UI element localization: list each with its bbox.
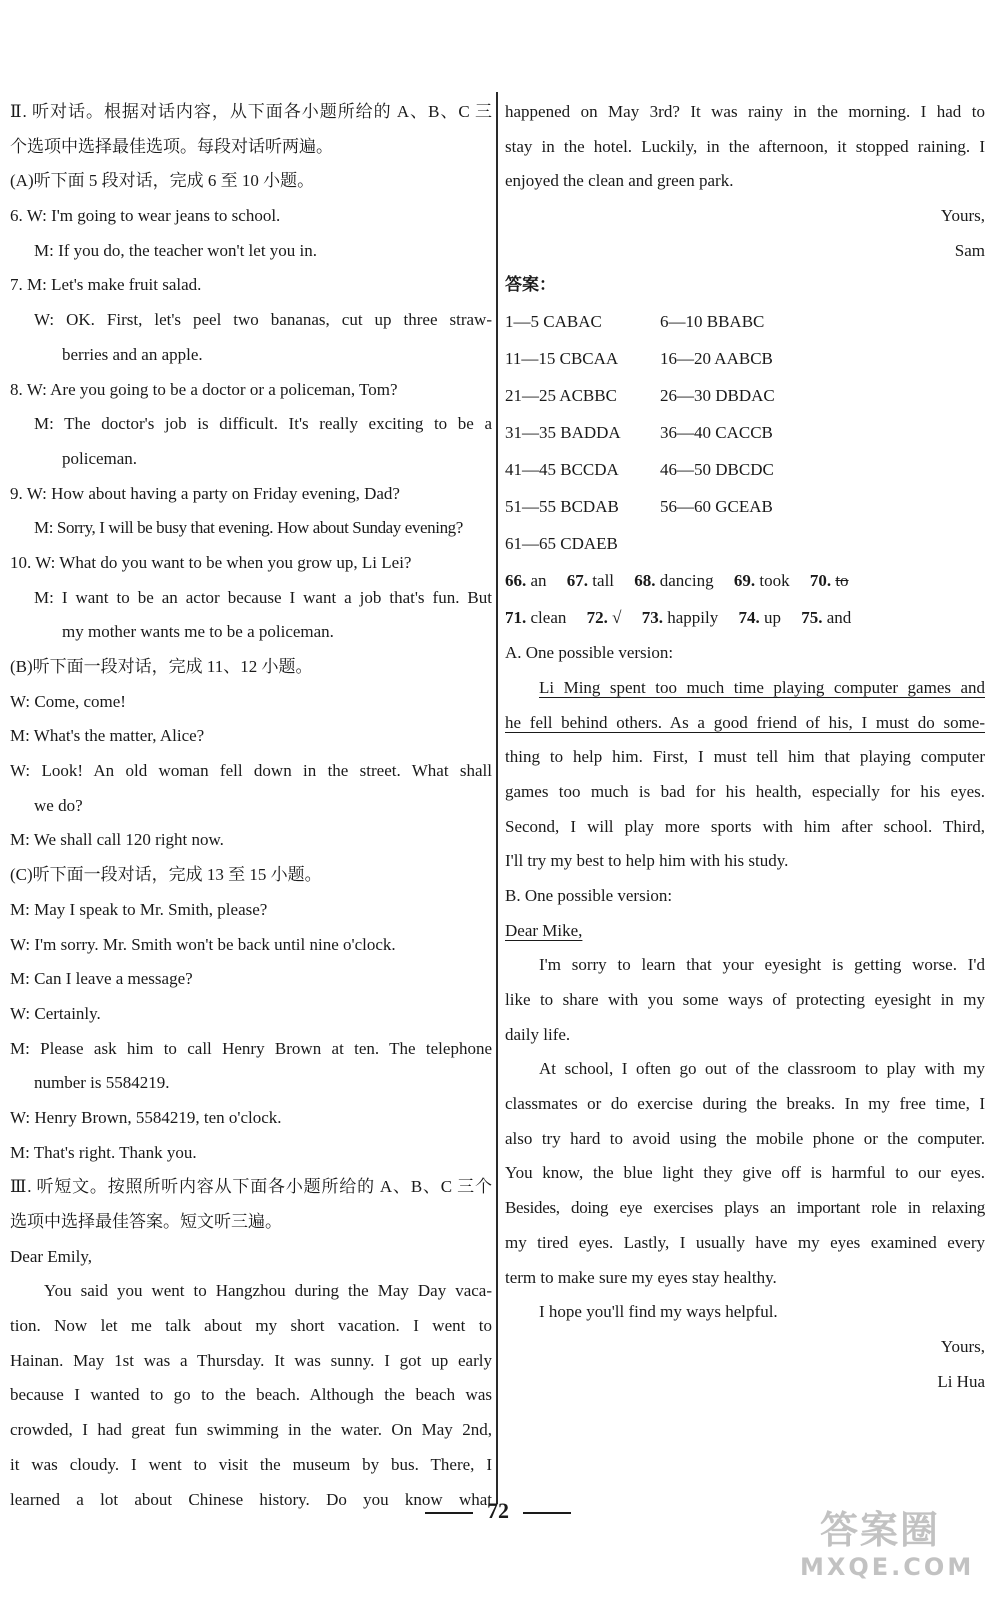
essay-line: Besides, doing eye exercises plays an important role in relaxing bbox=[505, 1198, 985, 1218]
left-column bbox=[10, 95, 492, 1517]
answer-cell: 16—20 AABCB bbox=[660, 349, 773, 369]
dialogue-line: 9. W: How about having a party on Friday evening, Dad? bbox=[10, 483, 400, 503]
dialogue-line: W: Look! An old woman fell down in the street. What shall bbox=[10, 761, 492, 781]
answer-cell: 21—25 ACBBC bbox=[505, 386, 617, 406]
essay-line: thing to help him. First, I must tell him that playing computer bbox=[505, 747, 985, 767]
letter-line: it was cloudy. I went to visit the museum by bus. There, I bbox=[10, 1454, 492, 1474]
answer-row bbox=[505, 525, 985, 562]
essay-line: At school, I often go out of the classroom to play with my bbox=[539, 1059, 985, 1079]
essay-line: also try hard to avoid using the mobile phone or the computer. bbox=[505, 1128, 985, 1148]
answers-label: 答案： bbox=[505, 275, 556, 295]
letter-line: stay in the hotel. Luckily, in the afternoon, it stopped raining. I bbox=[505, 136, 985, 156]
letter-line: tion. Now let me talk about my short vacation. I went to bbox=[10, 1316, 492, 1336]
answer-cell: 41—45 BCCDA bbox=[505, 460, 619, 480]
dialogue-line: W: I'm sorry. Mr. Smith won't be back until nine o'clock. bbox=[10, 934, 396, 954]
dialogue-line: 8. W: Are you going to be a doctor or a policeman, Tom? bbox=[10, 379, 398, 399]
dialogue-line: M: If you do, the teacher won't let you in. bbox=[34, 240, 318, 260]
blank-answers-row bbox=[505, 562, 985, 599]
dialogue-line: my mother wants me to be a policeman. bbox=[62, 622, 334, 642]
dialogue-line: policeman. bbox=[62, 448, 138, 468]
page-number: 72 bbox=[0, 1496, 996, 1526]
essay-line: term to make sure my eyes stay healthy. bbox=[505, 1267, 777, 1287]
answer-cell: 56—60 GCEAB bbox=[660, 497, 773, 517]
section-heading-3: Ⅲ. 听短文。按照所听内容从下面各小题所给的 A、B、C 三个 bbox=[10, 1177, 492, 1197]
essay-signature: Li Hua bbox=[937, 1371, 985, 1391]
dialogue-line: M: Sorry, I will be busy that evening. How about Sunday evening? bbox=[34, 518, 463, 538]
dialogue-line: M: I want to be an actor because I want a job that's fun. But bbox=[34, 587, 492, 607]
blank-answer-66: 66. an bbox=[505, 571, 547, 591]
answer-row bbox=[505, 377, 985, 414]
blank-answer-69: 69. took bbox=[733, 571, 790, 591]
answer-key-table bbox=[505, 303, 985, 562]
dialogue-line: berries and an apple. bbox=[62, 344, 203, 364]
blank-answer-68: 68. dancing bbox=[634, 571, 714, 591]
dialogue-line: M: May I speak to Mr. Smith, please? bbox=[10, 899, 268, 919]
dialogue-line: 10. W: What do you want to be when you grow up, Li Lei? bbox=[10, 552, 412, 572]
answer-cell: 26—30 DBDAC bbox=[660, 386, 775, 406]
dialogue-line: M: Can I leave a message? bbox=[10, 969, 193, 989]
answer-cell: 1—5 CABAC bbox=[505, 312, 602, 332]
blank-answer-71: 71. clean bbox=[505, 608, 567, 628]
letter-line: You said you went to Hangzhou during the May Day vaca- bbox=[44, 1281, 492, 1301]
answer-cell: 61—65 CDAEB bbox=[505, 534, 618, 554]
essay-closing: Yours, bbox=[940, 1336, 985, 1356]
dialogue-line: W: Come, come! bbox=[10, 691, 126, 711]
letter-greeting: Dear Emily, bbox=[10, 1246, 92, 1266]
letter-line: enjoyed the clean and green park. bbox=[505, 171, 734, 191]
letter-signature: Sam bbox=[954, 240, 985, 260]
section-instruction: 个选项中选择最佳选项。每段对话听两遍。 bbox=[10, 136, 333, 156]
answer-row bbox=[505, 488, 985, 525]
answer-row bbox=[505, 451, 985, 488]
answer-cell: 11—15 CBCAA bbox=[505, 349, 619, 369]
column-divider bbox=[496, 92, 498, 1504]
dialogue-line: W: Certainly. bbox=[10, 1003, 101, 1023]
blank-answer-67: 67. tall bbox=[566, 571, 615, 591]
essay-line: daily life. bbox=[505, 1024, 571, 1044]
letter-line: Hainan. May 1st was a Thursday. It was sunny. I got up early bbox=[10, 1350, 492, 1370]
blank-answer-74: 74. up bbox=[738, 608, 781, 628]
blank-answer-70: 70. to bbox=[809, 571, 849, 591]
dialogue-line: M: We shall call 120 right now. bbox=[10, 830, 224, 850]
version-b-label: B. One possible version: bbox=[505, 885, 673, 905]
essay-line: Li Ming spent too much time playing computer games and bbox=[539, 677, 985, 697]
right-column bbox=[505, 95, 985, 1399]
blank-answer-72: 72. √ bbox=[586, 608, 622, 628]
dialogue-line: M: Please ask him to call Henry Brown at ten. The telephone bbox=[10, 1038, 492, 1058]
section-heading-2: Ⅱ. 听对话。根据对话内容，从下面各小题所给的 A、B、C 三 bbox=[10, 102, 492, 121]
essay-line: my tired eyes. Lastly, I usually have my eyes examined every bbox=[505, 1232, 985, 1252]
essay-line: classmates or do exercise during the breaks. In my free time, I bbox=[505, 1094, 985, 1114]
dialogue-line: number is 5584219. bbox=[34, 1073, 170, 1093]
essay-line: he fell behind others. As a good friend of his, I must do some- bbox=[505, 712, 985, 732]
page-number-rule bbox=[425, 1512, 473, 1514]
essay-line: I hope you'll find my ways helpful. bbox=[539, 1302, 778, 1322]
blank-answer-75: 75. and bbox=[801, 608, 852, 628]
answer-cell: 31—35 BADDA bbox=[505, 423, 621, 443]
letter-line: because I wanted to go to the beach. Although the beach was bbox=[10, 1385, 492, 1405]
dialogue-line: W: Henry Brown, 5584219, ten o'clock. bbox=[10, 1107, 282, 1127]
essay-line: I'll try my best to help him with his study. bbox=[505, 851, 789, 871]
part-b-heading: (B)听下面一段对话，完成 11、12 小题。 bbox=[10, 657, 313, 676]
letter-closing: Yours, bbox=[940, 206, 985, 226]
blank-answers-row bbox=[505, 599, 985, 636]
answer-row bbox=[505, 340, 985, 377]
part-a-heading: (A)听下面 5 段对话，完成 6 至 10 小题。 bbox=[10, 171, 315, 191]
essay-greeting: Dear Mike, bbox=[505, 920, 583, 940]
essay-line: games too much is bad for his health, especially for his eyes. bbox=[505, 781, 985, 801]
dialogue-line: W: OK. First, let's peel two bananas, cut up three straw- bbox=[34, 310, 492, 330]
page-number-rule bbox=[523, 1512, 571, 1514]
dialogue-line: 6. W: I'm going to wear jeans to school. bbox=[10, 206, 281, 226]
essay-line: I'm sorry to learn that your eyesight is getting worse. I'd bbox=[539, 955, 985, 975]
answer-cell: 36—40 CACCB bbox=[660, 423, 773, 443]
watermark-logo: 答案圈 MXQE.COM bbox=[800, 1508, 975, 1581]
answer-row bbox=[505, 303, 985, 340]
dialogue-line: we do? bbox=[34, 795, 83, 815]
essay-line: Second, I will play more sports with him after school. Third, bbox=[505, 816, 985, 836]
part-c-heading: (C)听下面一段对话，完成 13 至 15 小题。 bbox=[10, 865, 322, 885]
answer-cell: 6—10 BBABC bbox=[660, 312, 765, 332]
answer-cell: 51—55 BCDAB bbox=[505, 497, 619, 517]
letter-line: happened on May 3rd? It was rainy in the morning. I had to bbox=[505, 102, 985, 121]
dialogue-line: M: What's the matter, Alice? bbox=[10, 726, 205, 746]
essay-line: You know, the blue light they give off is harmful to our eyes. bbox=[505, 1163, 985, 1183]
letter-line: crowded, I had great fun swimming in the water. On May 2nd, bbox=[10, 1420, 492, 1440]
dialogue-line: 7. M: Let's make fruit salad. bbox=[10, 275, 202, 295]
letter-line: learned a lot about Chinese history. Do you know what bbox=[10, 1489, 492, 1509]
section-instruction: 选项中选择最佳答案。短文听三遍。 bbox=[10, 1212, 282, 1231]
dialogue-line: M: That's right. Thank you. bbox=[10, 1142, 197, 1162]
blank-answer-73: 73. happily bbox=[641, 608, 719, 628]
answer-cell: 46—50 DBCDC bbox=[660, 460, 774, 480]
answer-row bbox=[505, 414, 985, 451]
dialogue-line: M: The doctor's job is difficult. It's really exciting to be a bbox=[34, 414, 492, 434]
version-a-label: A. One possible version: bbox=[505, 643, 674, 663]
essay-line: like to share with you some ways of protecting eyesight in my bbox=[505, 990, 985, 1009]
